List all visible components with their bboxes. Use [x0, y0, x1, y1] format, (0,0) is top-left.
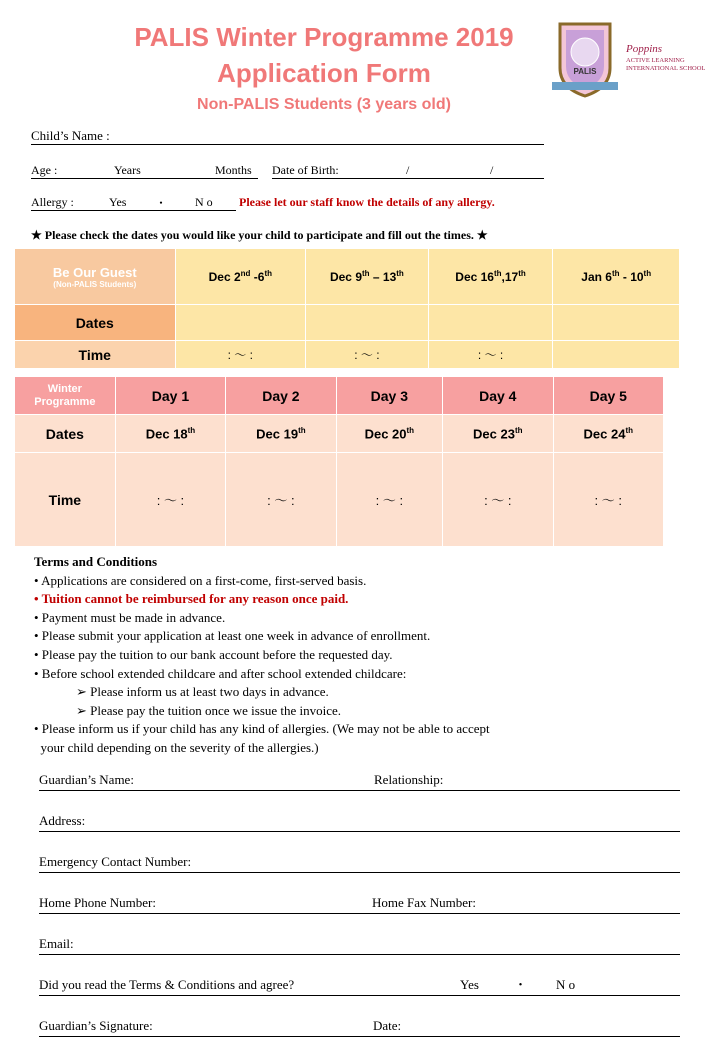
terms-agree-label: Did you read the Terms & Conditions and agree? — [39, 977, 295, 992]
day-1-date[interactable]: Dec 18th — [115, 415, 225, 453]
week-1-time-cell[interactable]: : 〜 : — [175, 341, 306, 369]
email-label: Email: — [39, 936, 74, 951]
terms-item: • Please pay the tuition to our bank account before the requested day. — [34, 646, 393, 662]
home-phone-label: Home Phone Number: — [39, 895, 156, 910]
emergency-contact-label: Emergency Contact Number: — [39, 854, 192, 869]
terms-section — [34, 553, 490, 758]
dates-row-label: Dates — [15, 305, 176, 341]
day-5-date[interactable]: Dec 24th — [553, 415, 663, 453]
child-name-label: Child’s Name : — [31, 128, 110, 143]
day-header-5: Day 5 — [553, 377, 663, 415]
svg-text:PALIS: PALIS — [573, 67, 597, 76]
terms-item: • Please submit your application at least one week in advance of enrollment. — [34, 628, 431, 644]
svg-text:ACTIVE LEARNING: ACTIVE LEARNING — [626, 57, 685, 64]
age-label: Age : — [31, 163, 58, 177]
address-line[interactable] — [39, 791, 680, 832]
emergency-contact-line[interactable] — [39, 832, 680, 873]
form-subtitle-application: Application Form — [217, 58, 431, 88]
date-instruction: ★ Please check the dates you would like your child to participate and fill out the times. ★ — [31, 228, 488, 242]
agree-separator: ・ — [514, 977, 528, 992]
terms-subitem: ➢ Please inform us at least two days in advance. — [76, 684, 329, 700]
day-2-time[interactable]: : 〜 : — [226, 453, 336, 547]
day-dates-label: Dates — [15, 415, 116, 453]
form-audience: Non-PALIS Students (3 years old) — [197, 96, 451, 113]
relationship-label: Relationship: — [374, 772, 444, 787]
svg-text:INTERNATIONAL SCHOOL: INTERNATIONAL SCHOOL — [626, 65, 706, 72]
guest-header-cell — [15, 249, 176, 305]
week-4-time-cell[interactable] — [553, 341, 680, 369]
guest-week-table — [14, 248, 680, 369]
svg-text:Poppins: Poppins — [626, 43, 663, 55]
terms-item: • Before school extended childcare and after school extended childcare: — [34, 665, 407, 681]
week-header-1: Dec 2nd -6th — [175, 249, 306, 305]
email-line[interactable] — [39, 914, 680, 955]
agree-yes-option[interactable]: Yes — [460, 977, 479, 992]
allergy-no-option[interactable]: N o — [195, 195, 213, 209]
address-label: Address: — [39, 813, 86, 828]
week-3-date-cell[interactable] — [428, 305, 553, 341]
guest-header-title: Be Our Guest — [52, 264, 137, 280]
terms-item: • Please inform us if your child has any kind of allergies. (We may not be able to accept — [34, 721, 490, 737]
dob-underline[interactable] — [272, 178, 544, 179]
months-label: Months — [215, 163, 252, 177]
terms-item: • Applications are considered on a first-come, first-served basis. — [34, 572, 367, 588]
day-4-date[interactable]: Dec 23th — [443, 415, 553, 453]
signature-date-label: Date: — [373, 1018, 402, 1033]
signature-label: Guardian’s Signature: — [39, 1018, 153, 1033]
week-header-2: Dec 9th – 13th — [306, 249, 429, 305]
allergy-label: Allergy : — [31, 195, 74, 209]
day-3-time[interactable]: : 〜 : — [336, 453, 442, 547]
day-time-label: Time — [15, 453, 116, 547]
home-fax-label: Home Fax Number: — [372, 895, 476, 910]
palis-crest-icon — [548, 18, 718, 98]
terms-item: • Payment must be made in advance. — [34, 609, 226, 625]
allergy-underline — [31, 210, 236, 211]
guardian-section — [39, 750, 680, 1037]
terms-item-refund: • Tuition cannot be reimbursed for any reason once paid. — [34, 591, 349, 607]
allergy-separator: ・ — [155, 196, 168, 210]
dob-label: Date of Birth: — [272, 163, 339, 177]
week-header-4: Jan 6th - 10th — [553, 249, 680, 305]
week-2-date-cell[interactable] — [306, 305, 429, 341]
dob-slash-2: / — [490, 163, 494, 177]
allergy-row — [31, 195, 551, 211]
day-2-date[interactable]: Dec 19th — [226, 415, 336, 453]
week-4-date-cell[interactable] — [553, 305, 680, 341]
winter-programme-table — [14, 376, 664, 547]
dob-slash-1: / — [406, 163, 410, 177]
agree-no-option[interactable]: N o — [556, 977, 576, 992]
day-header-2: Day 2 — [226, 377, 336, 415]
winter-header-cell — [15, 377, 116, 415]
day-3-date[interactable]: Dec 20th — [336, 415, 442, 453]
phone-fax-line[interactable] — [39, 873, 680, 914]
allergy-note: Please let our staff know the details of any allergy. — [239, 195, 495, 209]
week-1-date-cell[interactable] — [175, 305, 306, 341]
winter-header-line1: Winter — [47, 382, 82, 395]
day-5-time[interactable]: : 〜 : — [553, 453, 663, 547]
terms-heading: Terms and Conditions — [34, 554, 158, 569]
years-label: Years — [114, 163, 141, 177]
time-row-label: Time — [15, 341, 176, 369]
signature-line[interactable] — [39, 996, 680, 1037]
winter-header-line2: Programme — [34, 395, 96, 408]
day-1-time[interactable]: : 〜 : — [115, 453, 225, 547]
day-header-1: Day 1 — [115, 377, 225, 415]
school-logo — [548, 18, 718, 98]
guardian-name-label: Guardian’s Name: — [39, 772, 134, 787]
child-name-field[interactable] — [31, 128, 544, 145]
age-dob-row — [31, 163, 544, 178]
week-3-time-cell[interactable]: : 〜 : — [428, 341, 553, 369]
day-4-time[interactable]: : 〜 : — [443, 453, 553, 547]
form-title: PALIS Winter Programme 2019 — [134, 22, 514, 52]
day-header-3: Day 3 — [336, 377, 442, 415]
week-2-time-cell[interactable]: : 〜 : — [306, 341, 429, 369]
terms-agree-line — [39, 955, 680, 996]
day-header-4: Day 4 — [443, 377, 553, 415]
allergy-yes-option[interactable]: Yes — [109, 195, 127, 209]
guardian-name-line[interactable] — [39, 750, 680, 791]
terms-item-cont: your child depending on the severity of the allergies.) — [34, 739, 319, 755]
terms-subitem: ➢ Please pay the tuition once we issue the invoice. — [76, 702, 342, 718]
guest-header-sub: (Non-PALIS Students) — [53, 279, 137, 289]
age-underline[interactable] — [31, 178, 258, 179]
week-header-3: Dec 16th,17th — [428, 249, 553, 305]
